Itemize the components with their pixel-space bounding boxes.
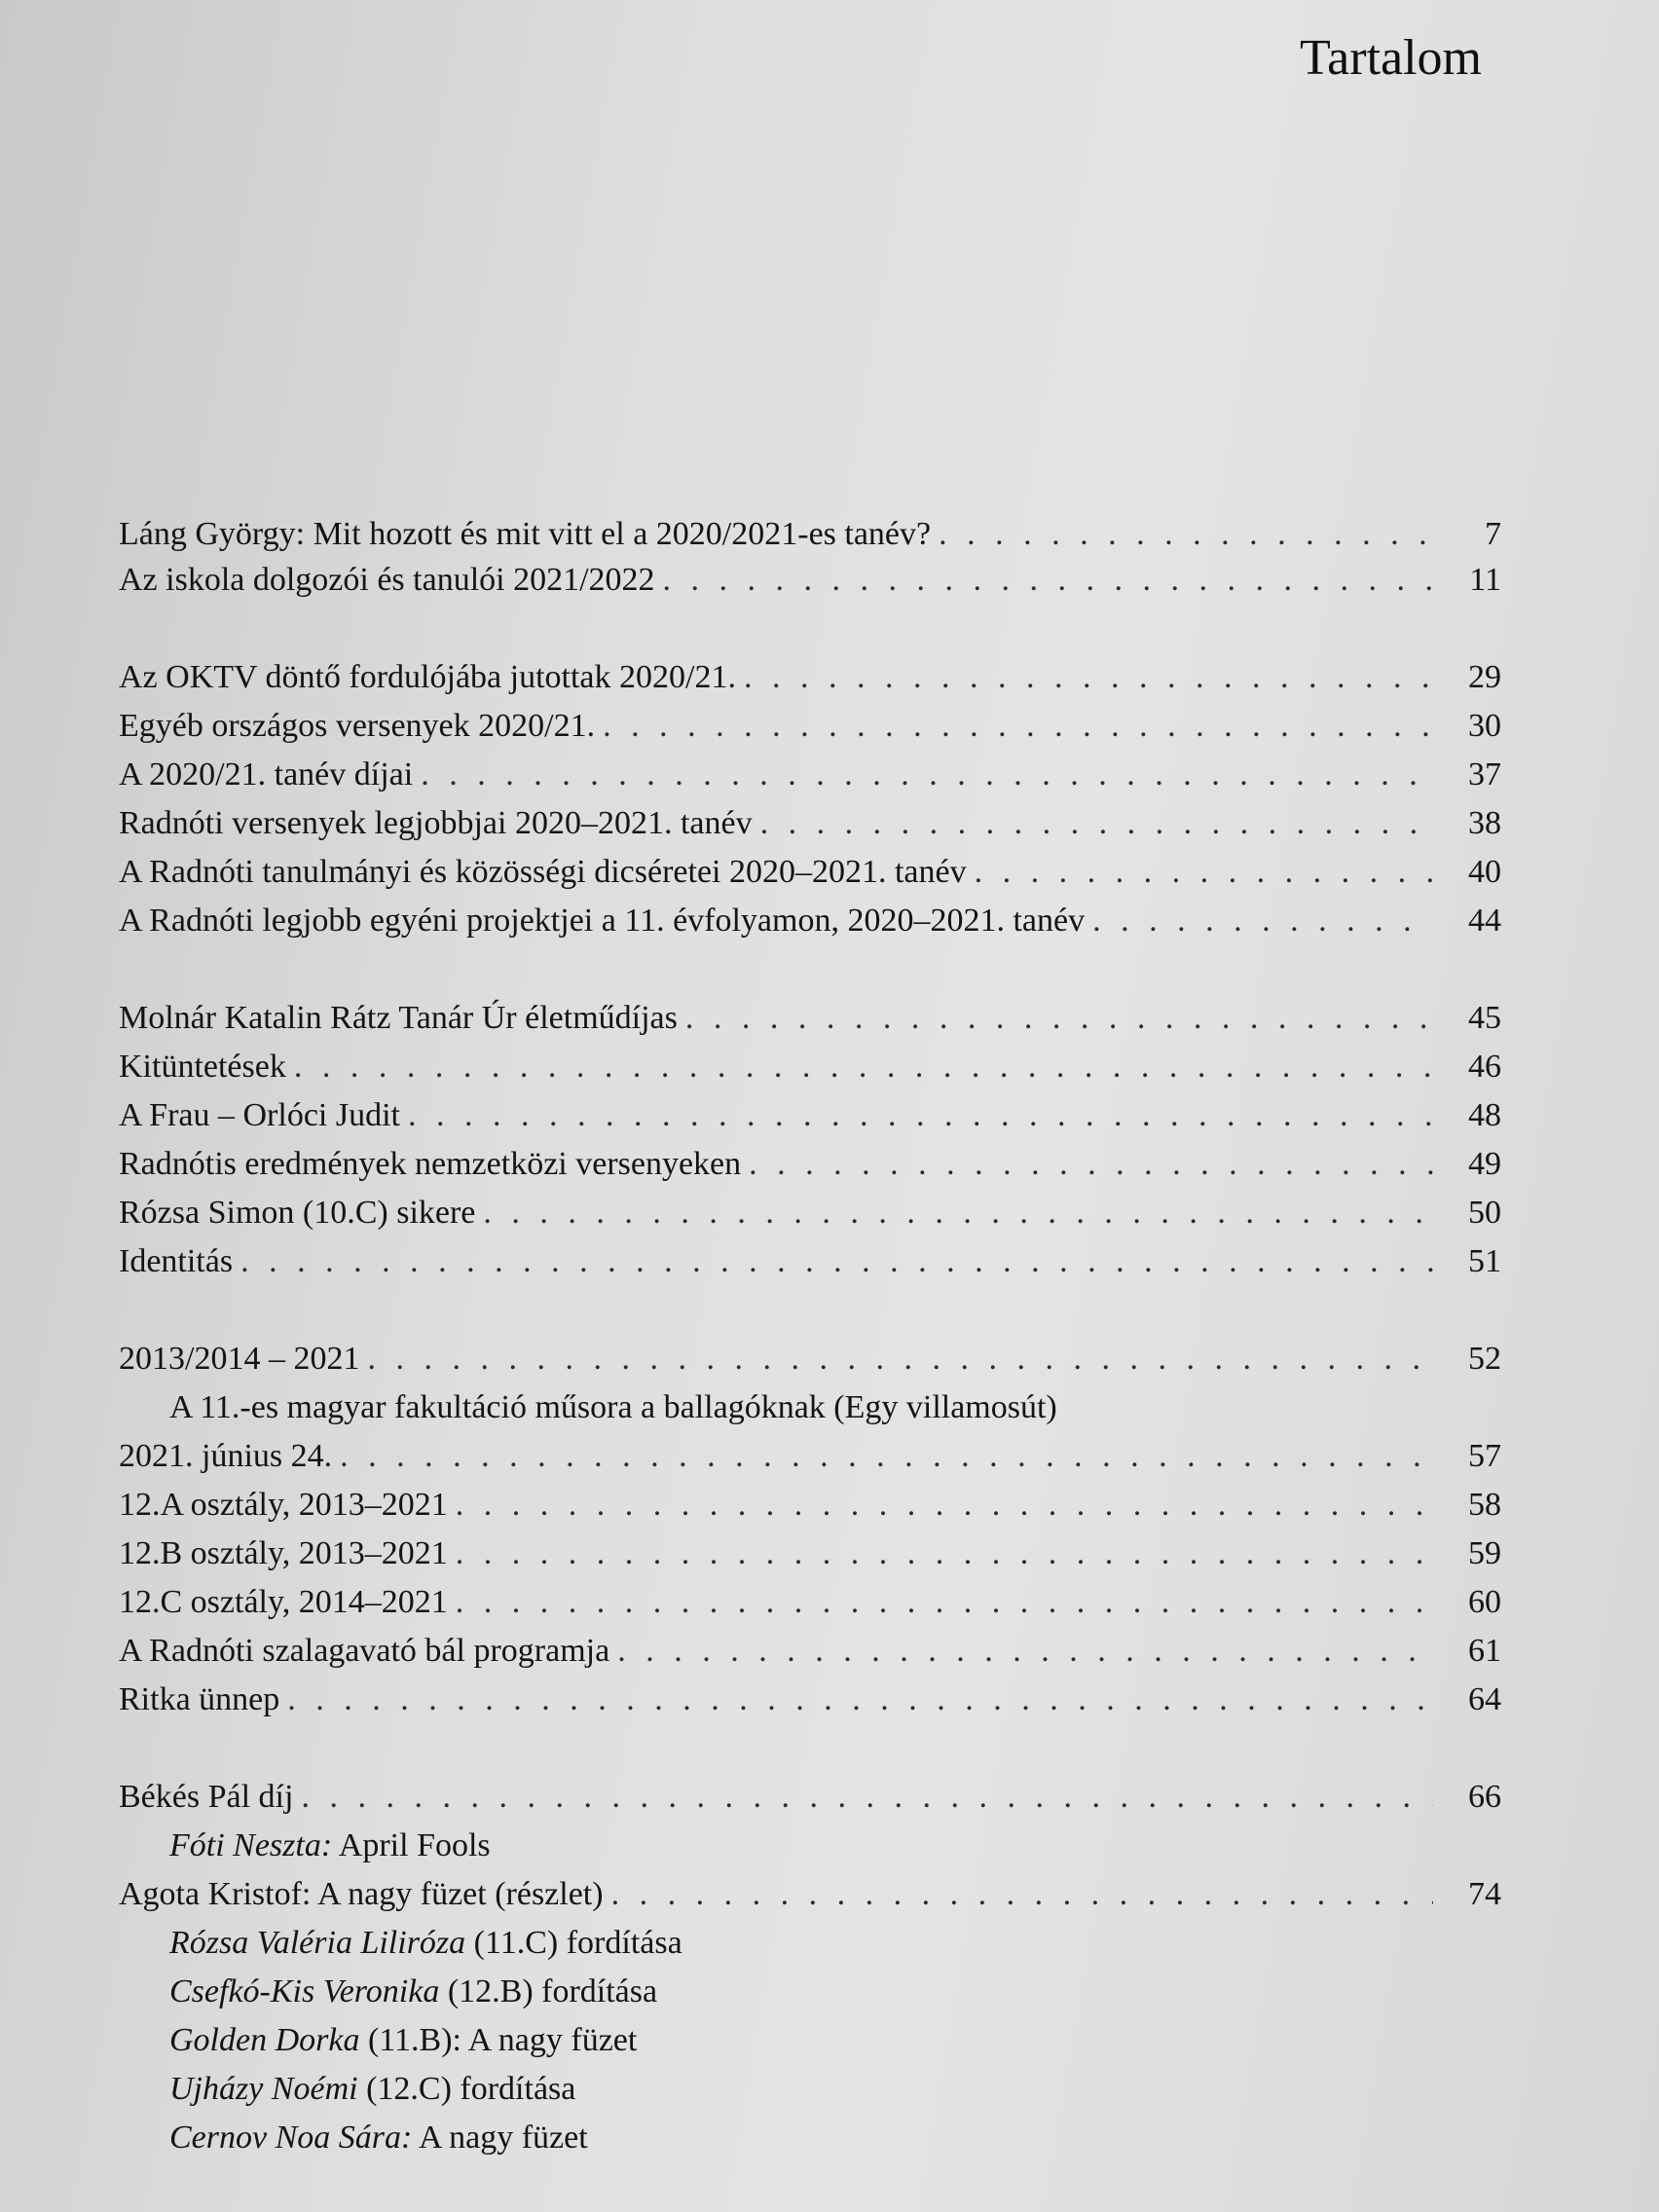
toc-entry-title: Egyéb országos versenyek 2020/21. <box>119 708 596 744</box>
toc-entry[interactable] <box>119 1621 1501 1670</box>
dot-leader <box>939 516 1433 553</box>
dot-leader <box>294 1049 1433 1086</box>
work-note: (12.B) fordítása <box>439 1973 658 2009</box>
toc-entry-title: Kitüntetések <box>119 1049 286 1085</box>
toc-entry[interactable] <box>119 550 1501 599</box>
dot-leader <box>744 659 1433 696</box>
toc-entry[interactable] <box>119 1232 1501 1280</box>
dot-leader <box>611 1876 1433 1913</box>
toc-entry-title: Agota Kristof: A nagy füzet (részlet) <box>119 1876 604 1912</box>
toc-entry-page: 61 <box>1468 1633 1501 1669</box>
dot-leader <box>240 1243 1433 1280</box>
work-title: April Fools <box>332 1827 491 1863</box>
toc-entry[interactable] <box>119 988 1501 1037</box>
author-name: Ujházy Noémi <box>169 2071 358 2107</box>
toc-entry-title: Identitás <box>119 1243 234 1279</box>
work-note: (11.B): A nagy füzet <box>359 2022 638 2058</box>
toc-entry[interactable] <box>119 891 1501 940</box>
toc-entry[interactable] <box>119 793 1501 842</box>
toc-entry[interactable] <box>119 696 1501 745</box>
toc-entry-title: A 2020/21. tanév díjai <box>119 756 414 793</box>
toc-entry-title: Az OKTV döntő fordulójába jutottak 2020/21. <box>119 659 736 695</box>
toc-entry-page: 45 <box>1468 1000 1501 1036</box>
toc-entry-page: 38 <box>1468 805 1501 841</box>
toc-entry[interactable] <box>119 1426 1501 1475</box>
toc-entry[interactable] <box>119 842 1501 891</box>
work-title: A nagy füzet <box>412 2120 588 2156</box>
toc-entry[interactable] <box>119 1329 1501 1378</box>
dot-leader <box>1092 903 1433 940</box>
toc-entry[interactable] <box>119 1037 1501 1086</box>
dot-leader <box>685 1000 1433 1037</box>
toc-entry[interactable] <box>119 1086 1501 1134</box>
toc-entry-page: 37 <box>1468 756 1501 793</box>
toc-entry[interactable] <box>119 504 1501 553</box>
toc-entry-page: 52 <box>1468 1341 1501 1377</box>
toc-entry[interactable] <box>119 1134 1501 1183</box>
dot-leader <box>287 1681 1433 1718</box>
toc-entry-page: 74 <box>1468 1876 1501 1912</box>
page-title: Tartalom <box>1300 30 1482 86</box>
work-note: (12.C) fordítása <box>357 2071 576 2107</box>
toc-entry-title: A Radnóti tanulmányi és közösségi dicséretei 2020–2021. tanév <box>119 854 967 890</box>
toc-entry[interactable] <box>119 1767 1501 1816</box>
dot-leader <box>421 756 1433 793</box>
toc-entry-page: 59 <box>1468 1535 1501 1571</box>
toc-entry[interactable] <box>119 647 1501 696</box>
dot-leader <box>603 708 1433 745</box>
toc-entry-page: 46 <box>1468 1049 1501 1085</box>
toc-subentry <box>169 1913 682 1962</box>
author-name: Cernov Noa Sára: <box>169 2120 413 2156</box>
dot-leader <box>340 1438 1433 1475</box>
toc-entry-page: 30 <box>1468 708 1501 744</box>
toc-entry-title: 12.B osztály, 2013–2021 <box>119 1535 448 1571</box>
work-note: (11.C) fordítása <box>465 1925 682 1961</box>
toc-entry-page: 49 <box>1468 1146 1501 1182</box>
dot-leader <box>367 1341 1433 1378</box>
toc-entry-title: A Radnóti szalagavató bál programja <box>119 1633 610 1669</box>
toc-subentry <box>169 2108 588 2157</box>
toc-entry-page: 58 <box>1468 1487 1501 1523</box>
dot-leader <box>975 854 1433 891</box>
toc-entry-title: A Frau – Orlóci Judit <box>119 1097 400 1133</box>
author-name: Golden Dorka <box>169 2022 360 2058</box>
dot-leader <box>456 1487 1433 1524</box>
toc-entry[interactable] <box>119 745 1501 793</box>
toc-entry-title: Láng György: Mit hozott és mit vitt el a 2020/2021-es tanév? <box>119 516 932 552</box>
dot-leader <box>760 805 1433 842</box>
toc-entry-page: 50 <box>1468 1195 1501 1231</box>
toc-entry-title: 2021. június 24. <box>119 1438 333 1474</box>
toc-entry-page: 29 <box>1468 659 1501 695</box>
toc-entry-title: 2013/2014 – 2021 <box>119 1341 360 1377</box>
toc-entry-page: 48 <box>1468 1097 1501 1133</box>
toc-subentry <box>169 2010 637 2059</box>
dot-leader <box>301 1779 1433 1816</box>
toc-subentry <box>169 1962 657 2010</box>
bleed-through-text <box>876 68 1616 243</box>
toc-entry[interactable] <box>119 1670 1501 1718</box>
toc-entry-page: 40 <box>1468 854 1501 890</box>
toc-entry-page: 44 <box>1468 903 1501 939</box>
toc-entry-page: 11 <box>1469 562 1501 598</box>
toc-entry-page: 64 <box>1468 1681 1501 1717</box>
toc-entry[interactable] <box>119 1572 1501 1621</box>
toc-entry-page: 51 <box>1468 1243 1501 1279</box>
toc-entry[interactable] <box>119 1475 1501 1524</box>
toc-entry-title: Radnóti versenyek legjobbjai 2020–2021. tanév <box>119 805 753 841</box>
toc-entry-title: Rózsa Simon (10.C) sikere <box>119 1195 476 1231</box>
toc-entry-page: 57 <box>1468 1438 1501 1474</box>
toc-entry-title: Molnár Katalin Rátz Tanár Úr életműdíjas <box>119 1000 678 1036</box>
toc-entry-title: Békés Pál díj <box>119 1779 294 1815</box>
toc-entry-title: Ritka ünnep <box>119 1681 280 1717</box>
toc-subentry: A 11.-es magyar fakultáció műsora a ballagóknak (Egy villamosút) <box>169 1389 1057 1425</box>
dot-leader <box>483 1195 1433 1232</box>
author-name: Rózsa Valéria Liliróza <box>169 1925 466 1961</box>
toc-entry-page: 7 <box>1485 516 1501 552</box>
toc-entry-title: 12.C osztály, 2014–2021 <box>119 1584 448 1620</box>
toc-entry[interactable] <box>119 1183 1501 1232</box>
toc-entry-title: Az iskola dolgozói és tanulói 2021/2022 <box>119 562 655 598</box>
dot-leader <box>617 1633 1433 1670</box>
dot-leader <box>456 1584 1433 1621</box>
toc-subentry <box>169 1816 491 1864</box>
toc-entry-title: 12.A osztály, 2013–2021 <box>119 1487 448 1523</box>
toc-entry[interactable] <box>119 1864 1501 1913</box>
toc-subentry <box>169 2059 575 2108</box>
toc-entry-title: Radnótis eredmények nemzetközi versenyeken <box>119 1146 742 1182</box>
toc-entry-page: 66 <box>1468 1779 1501 1815</box>
dot-leader <box>663 562 1433 599</box>
author-name: Csefkó-Kis Veronika <box>169 1973 440 2009</box>
dot-leader <box>456 1535 1433 1572</box>
author-name: Fóti Neszta: <box>169 1827 333 1863</box>
toc-entry[interactable] <box>119 1524 1501 1572</box>
toc-entry-title: A Radnóti legjobb egyéni projektjei a 11. évfolyamon, 2020–2021. tanév <box>119 903 1086 939</box>
toc-entry-page: 60 <box>1468 1584 1501 1620</box>
dot-leader <box>408 1097 1433 1134</box>
dot-leader <box>749 1146 1433 1183</box>
